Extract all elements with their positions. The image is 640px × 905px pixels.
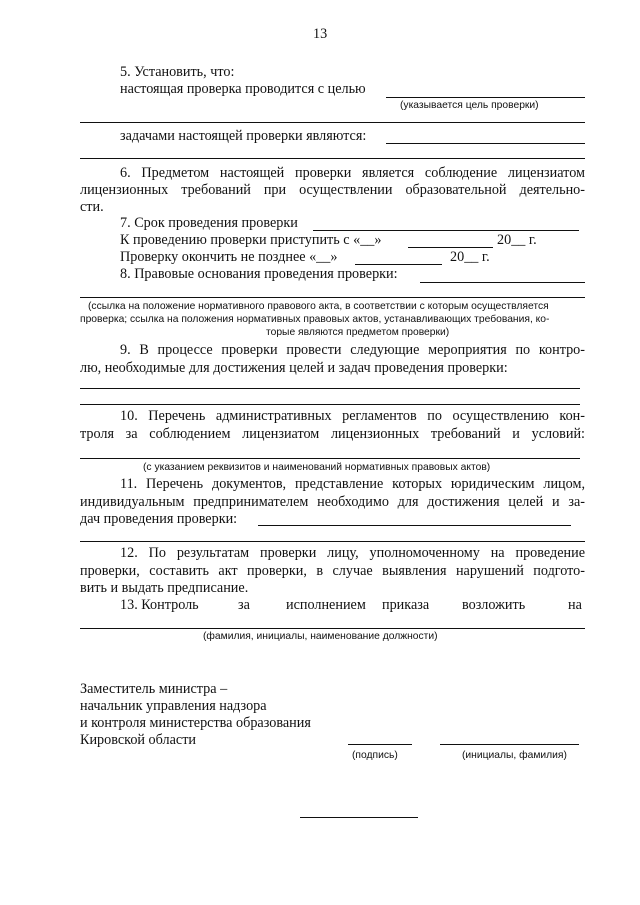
item9-line-2: лю, необходимые для достижения целей и задач проведения проверки:	[80, 360, 508, 376]
purpose-hint: (указывается цель проверки)	[400, 100, 539, 111]
item12-line-2: проверки, составить акт проверки, в случае выявления нарушений подгото-	[80, 563, 585, 579]
measures-fill-line	[80, 388, 580, 389]
signer-title-line-1: Заместитель министра –	[80, 681, 228, 697]
legal-basis-fill-line-2	[80, 297, 585, 298]
signature-hint: (подпись)	[352, 750, 398, 761]
item5-purpose-label: настоящая проверка проводится с целью	[120, 81, 366, 97]
signer-title-line-4: Кировской области	[80, 732, 196, 748]
item13-hint: (фамилия, инициалы, наименование должности)	[203, 631, 438, 642]
signature-fill-line	[348, 744, 412, 745]
item13-word-3: исполнением	[286, 597, 366, 613]
item13-word-2: за	[238, 597, 250, 613]
item12-line-1: 12. По результатам проверки лицу, уполномоченному на проведение	[120, 545, 585, 561]
purpose-fill-line-2	[80, 122, 585, 123]
item7-label: 7. Срок проведения проверки	[120, 215, 298, 231]
item8-label: 8. Правовые основания проведения проверки:	[120, 266, 398, 282]
item5-heading: 5. Установить, что:	[120, 64, 235, 80]
item6-line-2: лицензионных требований при осуществлении образовательной деятельно-	[80, 182, 585, 198]
purpose-fill-line	[386, 97, 585, 98]
item6-line-1: 6. Предметом настоящей проверки является соблюдение лицензиатом	[120, 165, 585, 181]
item11-line-1: 11. Перечень документов, представление которых юридическим лицом,	[120, 476, 585, 492]
term-fill-line	[313, 230, 579, 231]
item10-hint: (с указанием реквизитов и наименований нормативных правовых актов)	[143, 462, 491, 473]
item6-line-3: сти.	[80, 199, 104, 215]
item8-hint-1: (ссылка на положение нормативного правового акта, в соответствии с которым осуществляется	[88, 301, 549, 312]
item12-line-3: вить и выдать предписание.	[80, 580, 249, 596]
item7-end-text: Проверку окончить не позднее «__»	[120, 249, 338, 265]
item7-end-year: 20__ г.	[450, 249, 490, 265]
item11-line-2: индивидуальным предпринимателем необходимо для достижения целей и за-	[80, 494, 585, 510]
item5-tasks-label: задачами настоящей проверки являются:	[120, 128, 367, 144]
item9-line-1: 9. В процессе проверки провести следующие мероприятия по контро-	[120, 342, 585, 358]
item10-line-1: 10. Перечень административных регламентов по осуществлению кон-	[120, 408, 585, 424]
name-fill-line	[440, 744, 579, 745]
page-number: 13	[313, 26, 328, 42]
signer-title-line-3: и контроля министерства образования	[80, 715, 311, 731]
item7-start-text: К проведению проверки приступить с «__»	[120, 232, 382, 248]
item13-word-6: на	[568, 597, 582, 613]
tasks-fill-line-2	[80, 158, 585, 159]
responsible-fill-line	[80, 628, 585, 629]
legal-basis-fill-line	[420, 282, 585, 283]
closing-separator	[300, 817, 418, 818]
item13-word-4: приказа	[382, 597, 430, 613]
item10-line-2: троля за соблюдением лицензиатом лицензионных требований и условий:	[80, 426, 585, 442]
end-date-fill-line	[355, 264, 442, 265]
signer-title-line-2: начальник управления надзора	[80, 698, 267, 714]
documents-fill-line	[258, 525, 571, 526]
name-hint: (инициалы, фамилия)	[462, 750, 567, 761]
item11-line-3: дач проведения проверки:	[80, 511, 238, 527]
item8-hint-2: проверка; ссылка на положения нормативных правовых актов, устанавливающих требования, ко-	[80, 314, 550, 325]
regulations-fill-line	[80, 458, 580, 459]
item8-hint-3: торые являются предметом проверки)	[266, 327, 450, 338]
documents-fill-line-2	[80, 541, 585, 542]
item7-start-year: 20__ г.	[497, 232, 537, 248]
item13-word-5: возложить	[462, 597, 526, 613]
item13-word-1: 13. Контроль	[120, 597, 199, 613]
tasks-fill-line	[386, 143, 585, 144]
measures-fill-line-2	[80, 404, 580, 405]
start-date-fill-line	[408, 247, 493, 248]
